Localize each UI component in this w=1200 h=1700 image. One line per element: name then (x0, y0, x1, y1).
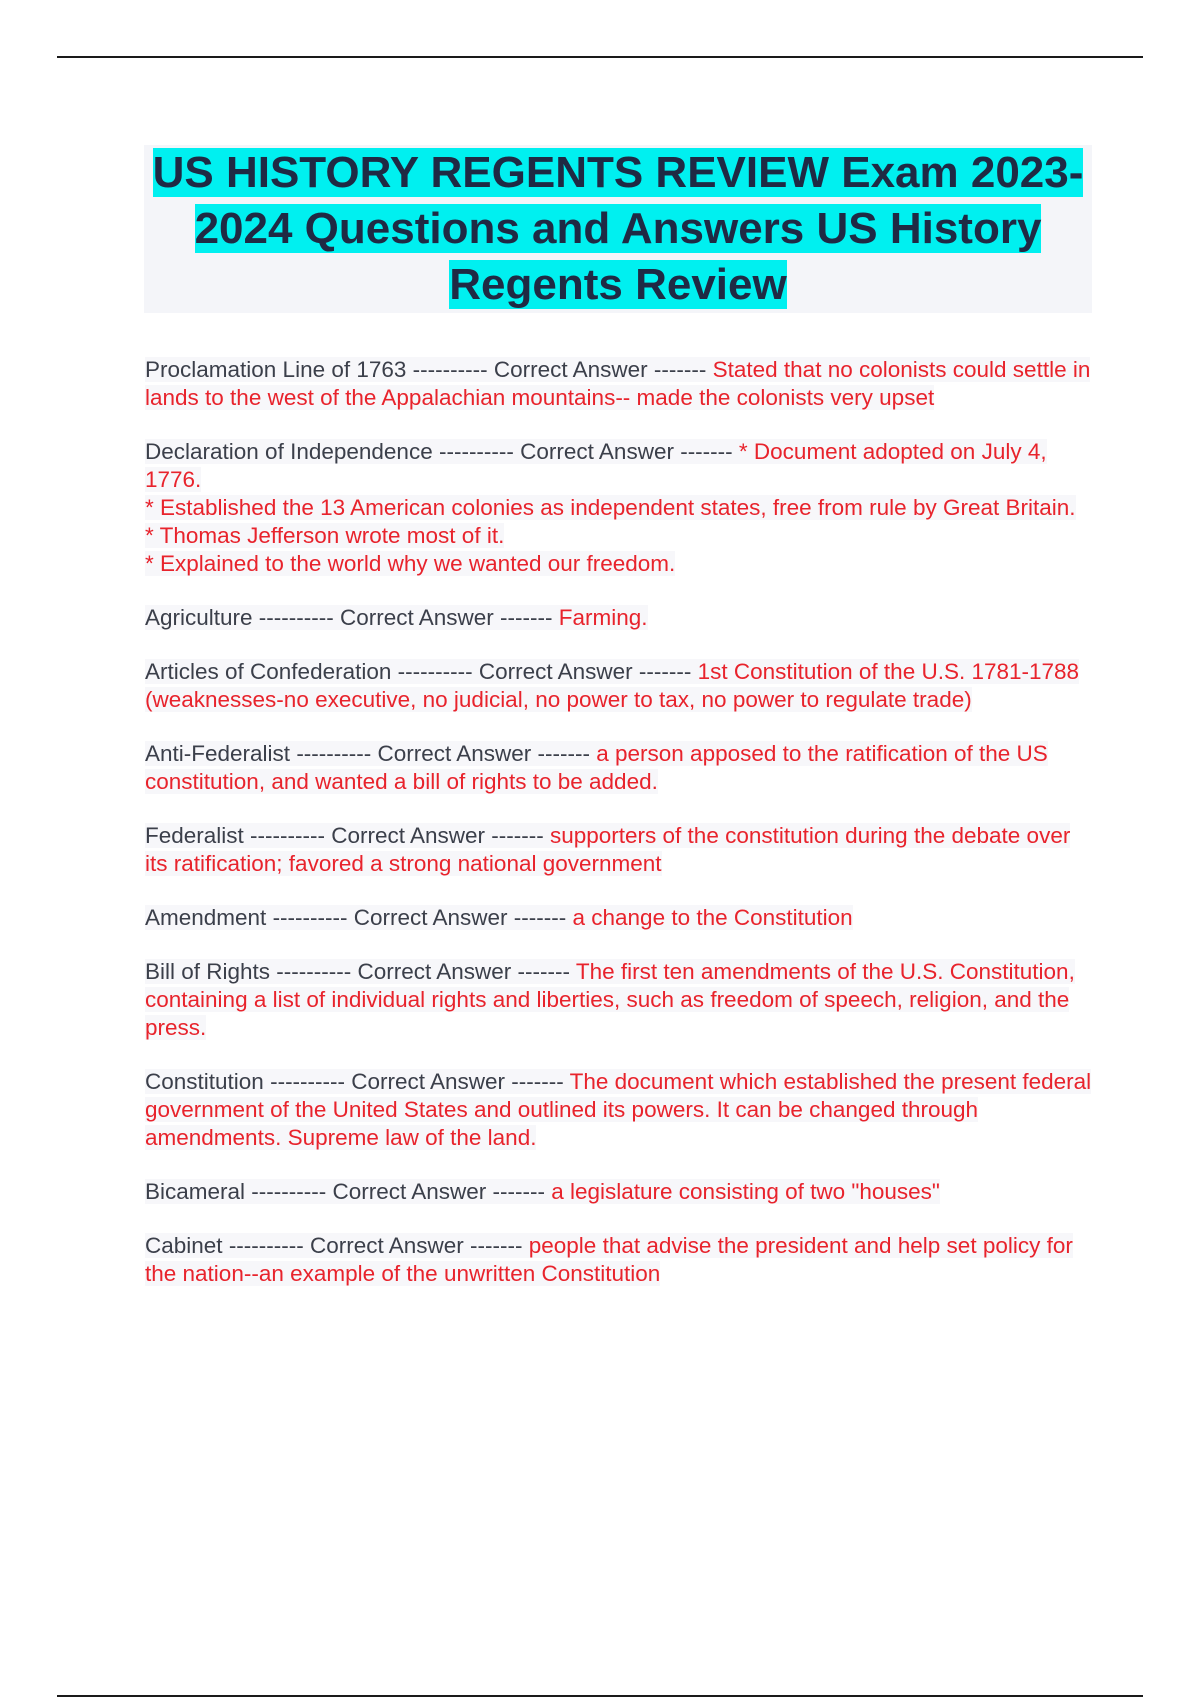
entry-answer: people that advise the president and help set policy for the nation--an example of the unwritten Constitution (145, 1233, 1073, 1286)
qa-entry (145, 740, 1095, 796)
entry-answer: Stated that no colonists could settle in lands to the west of the Appalachian mountains-- made the colonists very upset (145, 357, 1091, 410)
entry-answer: The first ten amendments of the U.S. Constitution, containing a list of individual rights and liberties, such as freedom of speech, religion, and the press. (145, 959, 1075, 1040)
qa-entry (145, 438, 1095, 578)
qa-entry (145, 1232, 1095, 1288)
entry-answer: The document which established the present federal government of the United States and outlined its powers. It can be changed through amendments. Supreme law of the land. (145, 1069, 1092, 1150)
entry-answer: Farming. (558, 605, 648, 630)
qa-entry (145, 958, 1095, 1042)
entry-answer: * Document adopted on July 4, 1776. (145, 439, 1047, 492)
entry-separator: ---------- Correct Answer ------- (432, 439, 739, 464)
qa-entry (145, 604, 1095, 632)
entry-answer: supporters of the constitution during the debate over its ratification; favored a strong national government (145, 823, 1071, 876)
entry-separator: ---------- Correct Answer ------- (243, 823, 550, 848)
qa-entry (145, 822, 1095, 878)
entry-separator: ---------- Correct Answer ------- (391, 659, 698, 684)
entry-term: Bicameral (145, 1179, 246, 1204)
document-title: US HISTORY REGENTS REVIEW Exam 2023-2024 Questions and Answers US History Regents Review (152, 148, 1084, 309)
entry-answer: 1st Constitution of the U.S. 1781-1788 (weaknesses-no executive, no judicial, no power to tax, no power to regulate trade) (145, 659, 1080, 712)
entry-term: Anti-Federalist (145, 741, 291, 766)
entry-separator: ---------- Correct Answer ------- (222, 1233, 529, 1258)
entry-separator: ---------- Correct Answer ------- (266, 905, 573, 930)
bottom-rule (57, 1695, 1143, 1697)
entry-term: Bill of Rights (145, 959, 271, 984)
entry-answer-line: * Established the 13 American colonies as independent states, free from rule by Great Britain. (145, 495, 1076, 520)
entry-answer-line: * Thomas Jefferson wrote most of it. (145, 523, 505, 548)
entry-answer-line: * Explained to the world why we wanted our freedom. (145, 551, 676, 576)
top-rule (57, 56, 1143, 58)
title-block (144, 145, 1092, 313)
entry-term: Federalist (145, 823, 244, 848)
entry-separator: ---------- Correct Answer ------- (406, 357, 713, 382)
qa-list (145, 356, 1095, 1314)
entry-separator: ---------- Correct Answer ------- (290, 741, 597, 766)
qa-entry (145, 658, 1095, 714)
entry-separator: ---------- Correct Answer ------- (252, 605, 559, 630)
entry-separator: ---------- Correct Answer ------- (245, 1179, 552, 1204)
entry-answer: a person apposed to the ratification of the US constitution, and wanted a bill of rights to be added. (145, 741, 1048, 794)
qa-entry (145, 356, 1095, 412)
entry-answer: a change to the Constitution (572, 905, 853, 930)
entry-term: Declaration of Independence (145, 439, 433, 464)
entry-answer: a legislature consisting of two "houses" (551, 1179, 940, 1204)
qa-entry (145, 1068, 1095, 1152)
qa-entry (145, 904, 1095, 932)
qa-entry (145, 1178, 1095, 1206)
entry-separator: ---------- Correct Answer ------- (263, 1069, 570, 1094)
entry-term: Articles of Confederation (145, 659, 392, 684)
entry-term: Agriculture (145, 605, 253, 630)
entry-term: Amendment (145, 905, 267, 930)
entry-term: Cabinet (145, 1233, 223, 1258)
entry-term: Proclamation Line of 1763 (145, 357, 407, 382)
entry-separator: ---------- Correct Answer ------- (270, 959, 576, 984)
entry-term: Constitution (145, 1069, 264, 1094)
